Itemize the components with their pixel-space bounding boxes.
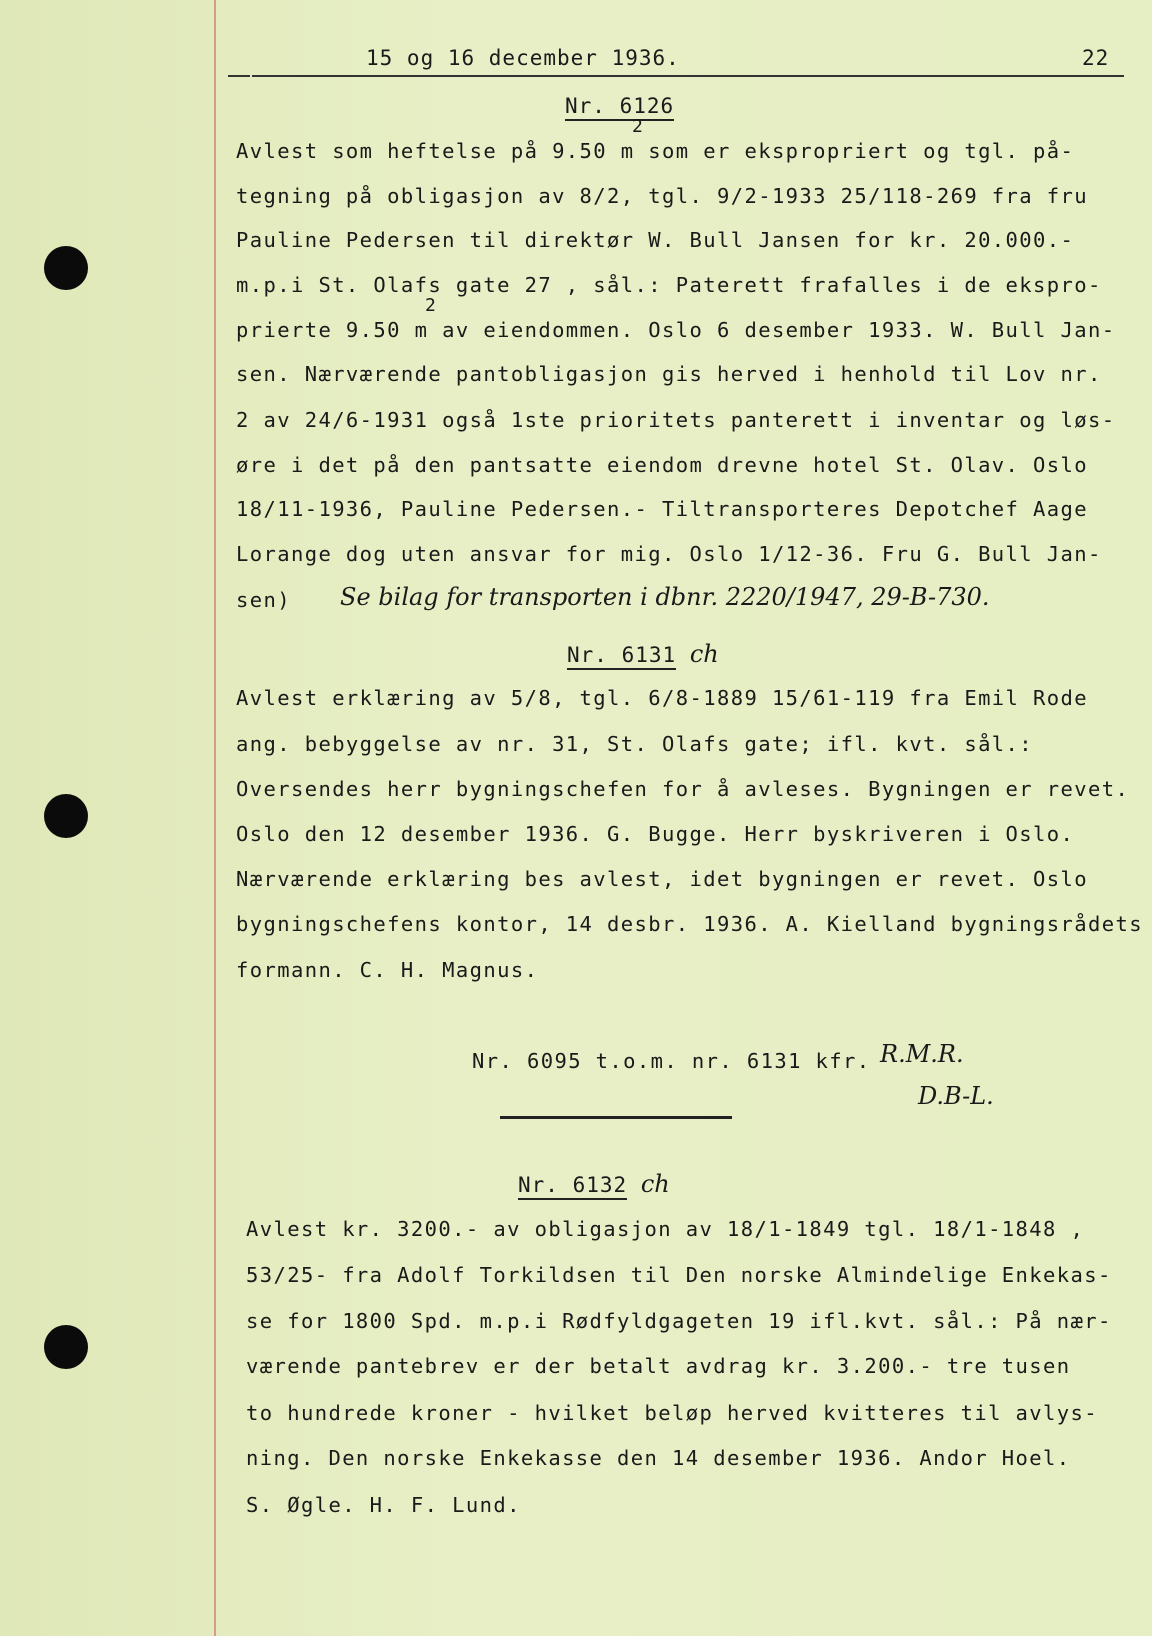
text-line: Avlest som heftelse på 9.50 m som er ekspropriert og tgl. på- [236,139,1075,163]
page-number: 22 [1082,46,1110,70]
superscript: 2 [425,295,436,316]
text-line: S. Øgle. H. F. Lund. [246,1493,521,1517]
text-line: øre i det på den pantsatte eiendom drevne hotel St. Olav. Oslo [236,453,1089,477]
text-line: sen) [236,588,291,612]
text-line: ang. bebyggelse av nr. 31, St. Olafs gate; ifl. kvt. sål.: [236,732,1034,756]
text-line: Nærværende erklæring bes avlest, idet bygningen er revet. Oslo [236,867,1089,891]
text-line: ning. Den norske Enkekasse den 14 desember 1936. Andor Hoel. [246,1446,1071,1470]
text-line: 53/25- fra Adolf Torkildsen til Den norske Almindelige Enkekas- [246,1263,1112,1287]
summary-line: Nr. 6095 t.o.m. nr. 6131 kfr. [472,1049,871,1073]
entry-number: Nr. 6132 ch [518,1170,670,1198]
text-line: Avlest erklæring av 5/8, tgl. 6/8-1889 15/61-119 fra Emil Rode [236,686,1089,710]
superscript: 2 [632,116,643,137]
text-line: 2 av 24/6-1931 også 1ste prioritets panterett i inventar og løs- [236,408,1116,432]
text-line: se for 1800 Spd. m.p.i Rødfyldgageten 19 ifl.kvt. sål.: På nær- [246,1309,1112,1333]
handwritten-mark: ch [689,640,719,668]
text-line: to hundrede kroner - hvilket beløp herved kvitteres til avlys- [246,1401,1099,1425]
margin-line [214,0,216,1636]
signature: D.B-L. [918,1082,994,1110]
text-line: Avlest kr. 3200.- av obligasjon av 18/1-1849 tgl. 18/1-1848 , [246,1217,1085,1241]
handwritten-note: Se bilag for transporten i dbnr. 2220/1947, 29-B-730. [340,583,990,611]
punch-hole [44,794,88,838]
text-line: formann. C. H. Magnus. [236,958,539,982]
header-rule [228,75,250,77]
text-line: værende pantebrev er der betalt avdrag kr. 3.200.- tre tusen [246,1354,1071,1378]
text-line: 18/11-1936, Pauline Pedersen.- Tiltransporteres Depotchef Aage [236,497,1089,521]
signature: R.M.R. [880,1040,964,1068]
text-line: bygningschefens kontor, 14 desbr. 1936. A. Kielland bygningsrådets [236,912,1143,936]
text-line: Lorange dog uten ansvar for mig. Oslo 1/12-36. Fru G. Bull Jan- [236,542,1102,566]
entry-number: Nr. 6131 ch [567,640,719,668]
punch-hole [44,1325,88,1369]
punch-hole [44,246,88,290]
text-line: Pauline Pedersen til direktør W. Bull Jansen for kr. 20.000.- [236,228,1075,252]
entry-number: Nr. 6126 [565,94,674,118]
text-line: sen. Nærværende pantobligasjon gis herved i henhold til Lov nr. [236,362,1102,386]
text-line: tegning på obligasjon av 8/2, tgl. 9/2-1933 25/118-269 fra fru [236,184,1089,208]
text-line: Oslo den 12 desember 1936. G. Bugge. Herr byskriveren i Oslo. [236,822,1075,846]
separator-rule [500,1116,732,1119]
text-line: Oversendes herr bygningschefen for å avleses. Bygningen er revet. [236,777,1130,801]
handwritten-mark: ch [640,1170,670,1198]
text-line: m.p.i St. Olafs gate 27 , sål.: Paterett frafalles i de ekspro- [236,273,1102,297]
header-date: 15 og 16 december 1936. [366,46,680,70]
text-line: prierte 9.50 m av eiendommen. Oslo 6 desember 1933. W. Bull Jan- [236,318,1116,342]
header-rule [252,75,1124,77]
